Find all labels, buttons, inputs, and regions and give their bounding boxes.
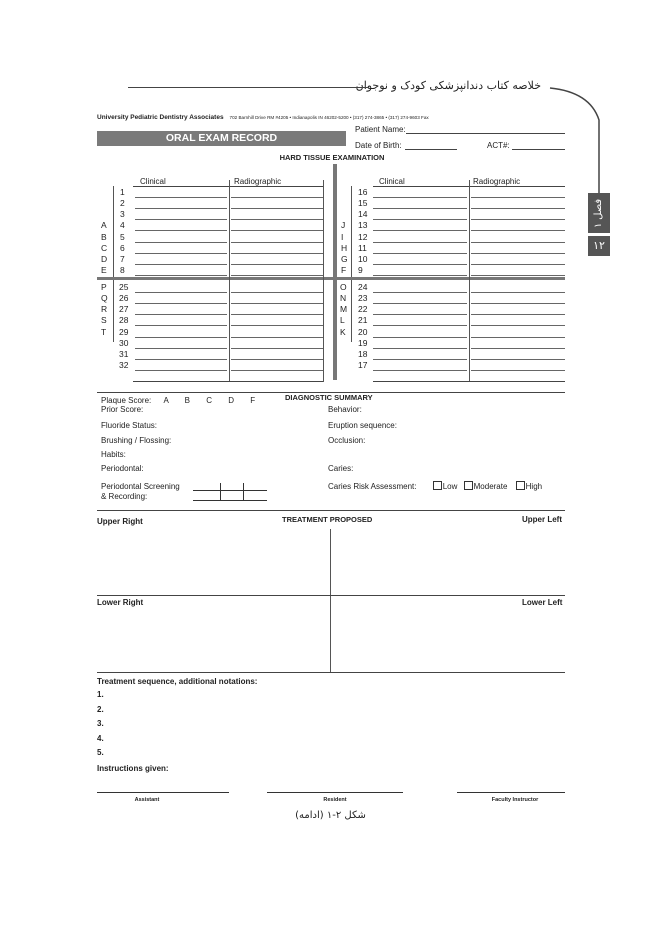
upper-left-quadrant-label: Upper Left [522,515,562,524]
caries-label: Caries: [328,464,354,473]
extra-line-left[interactable] [133,381,323,382]
perio-screening-line2: & Recording: [101,492,148,501]
radiographic-entry-line[interactable] [231,338,323,349]
notation-1[interactable]: 1. [97,690,104,699]
page-number: ۱۲ [593,240,605,252]
prior-score-label: Prior Score: [101,405,144,414]
clinical-entry-line[interactable] [135,304,227,315]
risk-low-checkbox[interactable] [433,481,442,490]
treatment-sequence-label: Treatment sequence, additional notations: [97,677,258,686]
treatment-horizontal-divider [97,595,565,596]
radiographic-entry-line[interactable] [471,293,565,304]
dob-label: Date of Birth: [355,141,402,150]
notation-2[interactable]: 2. [97,705,104,714]
tooth-number: 22 [358,304,368,315]
radiographic-entry-line[interactable] [231,220,323,231]
tooth-number: 17 [358,360,368,371]
tooth-number: 5 [120,231,125,242]
plaque-b[interactable]: B [184,396,190,405]
col-radiographic-right: Radiographic [473,177,521,186]
radiographic-entry-line[interactable] [471,254,565,265]
plaque-c[interactable]: C [206,396,212,405]
tooth-number: 31 [119,348,129,359]
act-field[interactable] [512,149,565,150]
radiographic-entry-line[interactable] [231,327,323,338]
header-rule [128,87,368,88]
perio-screening-label [101,482,180,502]
act-label: ACT#: [487,141,510,150]
risk-low-label: Low [442,482,458,491]
figure-caption: شکل ۲-۱ (ادامه) [295,810,366,821]
extra-line-right[interactable] [373,381,565,382]
header-curve [545,80,605,200]
right-letter-divider-lower [351,280,352,342]
left-edge-divider [323,180,324,382]
form-title: ORAL EXAM RECORD [165,132,278,144]
tooth-number: 23 [358,293,368,304]
radiographic-entry-line[interactable] [471,360,565,371]
clinical-entry-line[interactable] [135,187,227,198]
primary-tooth-letter: A [101,220,107,231]
clinical-entry-line[interactable] [135,315,227,326]
tooth-number: 3 [120,209,125,220]
notation-5[interactable]: 5. [97,748,104,757]
clinical-entry-line[interactable] [135,254,227,265]
clinical-entry-line[interactable] [135,198,227,209]
grid-middle-divider [97,277,565,280]
perio-screening-line1: Periodontal Screening [101,482,180,491]
radiographic-entry-line[interactable] [231,209,323,220]
radiographic-entry-line[interactable] [231,198,323,209]
treatment-proposed-title: TREATMENT PROPOSED [282,515,373,524]
notation-4[interactable]: 4. [97,734,104,743]
clinical-entry-line[interactable] [373,265,467,276]
primary-tooth-letter: F [341,265,347,276]
radiographic-entry-line[interactable] [231,304,323,315]
clinical-entry-line[interactable] [373,349,467,360]
primary-tooth-letter: N [340,293,347,304]
resident-signature-line[interactable] [267,792,403,793]
tooth-number: 20 [358,326,368,337]
left-letter-divider [113,186,114,277]
brushing-label: Brushing / Flossing: [101,436,172,445]
primary-tooth-letter: B [101,231,107,242]
col-radiographic-left: Radiographic [234,177,282,186]
risk-high-label: High [525,482,543,491]
primary-tooth-letter: O [340,282,347,292]
primary-tooth-letter: K [340,326,346,337]
tooth-number: 21 [358,315,368,326]
clinical-entry-line[interactable] [135,220,227,231]
tooth-number: 1 [120,187,125,197]
tooth-number: 11 [358,242,367,253]
clinical-entry-line[interactable] [135,360,227,371]
plaque-score [101,396,255,405]
radiographic-entry-line[interactable] [231,232,323,243]
radiographic-entry-line[interactable] [231,349,323,360]
page-number-box [588,236,610,256]
eruption-sequence-label: Eruption sequence: [328,421,397,430]
radiographic-entry-line[interactable] [471,282,565,293]
org-address: 702 Barnhill Drive RM #4205 • Indianapolis IN 46202-5200 • (317) 274-3865 • (317) 274-9603 Fax [229,115,429,120]
clinical-entry-line[interactable] [135,282,227,293]
clinical-entry-line[interactable] [373,209,467,220]
radiographic-entry-line[interactable] [231,282,323,293]
clinical-entry-line[interactable] [135,293,227,304]
radiographic-entry-line[interactable] [471,232,565,243]
patient-name-label: Patient Name: [355,125,406,134]
behavior-label: Behavior: [328,405,362,414]
primary-tooth-letter: E [101,265,107,276]
radiographic-entry-line[interactable] [231,265,323,276]
plaque-d[interactable]: D [228,396,235,405]
radiographic-entry-line[interactable] [471,243,565,254]
tooth-number: 25 [119,282,129,292]
primary-tooth-letter: J [341,220,346,231]
radiographic-entry-line[interactable] [231,315,323,326]
caries-risk-label: Caries Risk Assessment: [328,482,417,491]
tooth-number: 13 [358,220,368,231]
clinical-entry-line[interactable] [373,338,467,349]
resident-signature-label: Resident [323,797,347,803]
tooth-number: 19 [358,337,368,348]
clinical-entry-line[interactable] [373,360,467,371]
primary-tooth-letter: P [101,282,107,292]
clinical-entry-line[interactable] [135,338,227,349]
dob-field[interactable] [405,149,457,150]
clinical-entry-line[interactable] [135,349,227,360]
radiographic-entry-line[interactable] [471,220,565,231]
assistant-signature-line[interactable] [97,792,229,793]
primary-tooth-letter: S [101,315,107,326]
perio-screening-grid[interactable] [193,481,267,501]
radiographic-entry-line[interactable] [231,360,323,371]
tooth-number: 32 [119,360,129,371]
hard-tissue-title: HARD TISSUE EXAMINATION [279,153,385,162]
risk-high-checkbox[interactable] [516,481,525,490]
org-header [97,114,429,121]
right-col-divider [469,180,470,382]
tooth-number: 18 [358,348,368,359]
occlusion-label: Occlusion: [328,436,366,445]
treatment-vertical-divider [330,529,331,672]
tooth-number: 28 [119,315,129,326]
clinical-entry-line[interactable] [373,304,467,315]
clinical-entry-line[interactable] [135,265,227,276]
clinical-entry-line[interactable] [135,209,227,220]
clinical-entry-line[interactable] [373,243,467,254]
clinical-entry-line[interactable] [373,315,467,326]
tooth-number: 16 [358,187,368,197]
radiographic-entry-line[interactable] [471,304,565,315]
primary-tooth-letter: H [341,242,348,253]
primary-tooth-letter: L [340,315,345,326]
clinical-entry-line[interactable] [373,293,467,304]
tooth-number: 26 [119,293,129,304]
fluoride-status-label: Fluoride Status: [101,421,158,430]
plaque-a[interactable]: A [163,396,169,405]
primary-tooth-letter: M [340,304,348,315]
primary-tooth-letter: G [341,253,348,264]
upper-right-quadrant-label: Upper Right [97,517,143,526]
notation-3[interactable]: 3. [97,719,104,728]
clinical-entry-line[interactable] [373,254,467,265]
tooth-number: 7 [120,253,125,264]
lower-right-quadrant-label: Lower Right [97,598,144,607]
col-clinical-right: Clinical [379,177,405,186]
clinical-entry-line[interactable] [373,198,467,209]
radiographic-entry-line[interactable] [471,265,565,276]
chapter-tab [588,193,610,233]
org-name: University Pediatric Dentistry Associates [97,114,224,121]
primary-tooth-letter: D [101,253,108,264]
radiographic-entry-line[interactable] [471,338,565,349]
radiographic-entry-line[interactable] [231,293,323,304]
caries-risk-assessment [328,481,542,491]
treatment-bottom-rule [97,672,565,673]
primary-tooth-letter: T [101,326,107,337]
tooth-number: 30 [119,337,129,348]
radiographic-entry-line[interactable] [231,187,323,198]
radiographic-entry-line[interactable] [471,327,565,338]
tooth-number: 14 [358,209,368,220]
tooth-number: 10 [358,253,368,264]
tooth-number: 15 [358,198,368,209]
left-letter-divider-lower [113,280,114,342]
diagnostic-summary-title: DIAGNOSTIC SUMMARY [285,393,373,402]
instructions-given-label: Instructions given: [97,764,169,773]
plaque-score-label: Plaque Score: [101,396,152,405]
radiographic-entry-line[interactable] [231,243,323,254]
clinical-entry-line[interactable] [135,327,227,338]
lower-left-quadrant-label: Lower Left [522,598,563,607]
faculty-signature-line[interactable] [457,792,565,793]
radiographic-entry-line[interactable] [471,315,565,326]
radiographic-entry-line[interactable] [471,198,565,209]
primary-tooth-letter: C [101,242,108,253]
patient-name-field[interactable] [406,133,565,134]
tooth-number: 29 [119,326,129,337]
tooth-number: 27 [119,304,129,315]
faculty-signature-label: Faculty Instructor [491,797,539,803]
tooth-number: 8 [120,265,125,276]
habits-label: Habits: [101,450,126,459]
clinical-entry-line[interactable] [135,232,227,243]
book-title: خلاصه کتاب دندانپزشکی کودک و نوجوان [355,79,541,92]
assistant-signature-label: Assistant [134,797,160,803]
clinical-entry-line[interactable] [373,187,467,198]
risk-moderate-checkbox[interactable] [464,481,473,490]
primary-tooth-letter: I [341,231,344,242]
tooth-number: 24 [358,282,368,292]
risk-moderate-label: Moderate [473,482,508,491]
radiographic-entry-line[interactable] [231,254,323,265]
col-clinical-left: Clinical [140,177,166,186]
clinical-entry-line[interactable] [373,220,467,231]
chapter-tab-label: فصل ۱ [593,198,604,228]
radiographic-entry-line[interactable] [471,187,565,198]
tooth-number: 4 [120,220,125,231]
left-col-divider [229,180,230,382]
clinical-entry-line[interactable] [373,327,467,338]
right-letter-divider [351,186,352,277]
plaque-f[interactable]: F [250,396,256,405]
clinical-entry-line[interactable] [373,282,467,293]
radiographic-entry-line[interactable] [471,349,565,360]
tooth-number: 6 [120,242,125,253]
primary-tooth-letter: Q [101,293,108,304]
tooth-number: 2 [120,198,125,209]
tooth-number: 9 [358,265,363,276]
grid-center-divider [333,164,337,380]
periodontal-label: Periodontal: [101,464,144,473]
radiographic-entry-line[interactable] [471,209,565,220]
primary-tooth-letter: R [101,304,108,315]
clinical-entry-line[interactable] [373,232,467,243]
treatment-top-rule [97,510,565,511]
clinical-entry-line[interactable] [135,243,227,254]
tooth-number: 12 [358,231,368,242]
